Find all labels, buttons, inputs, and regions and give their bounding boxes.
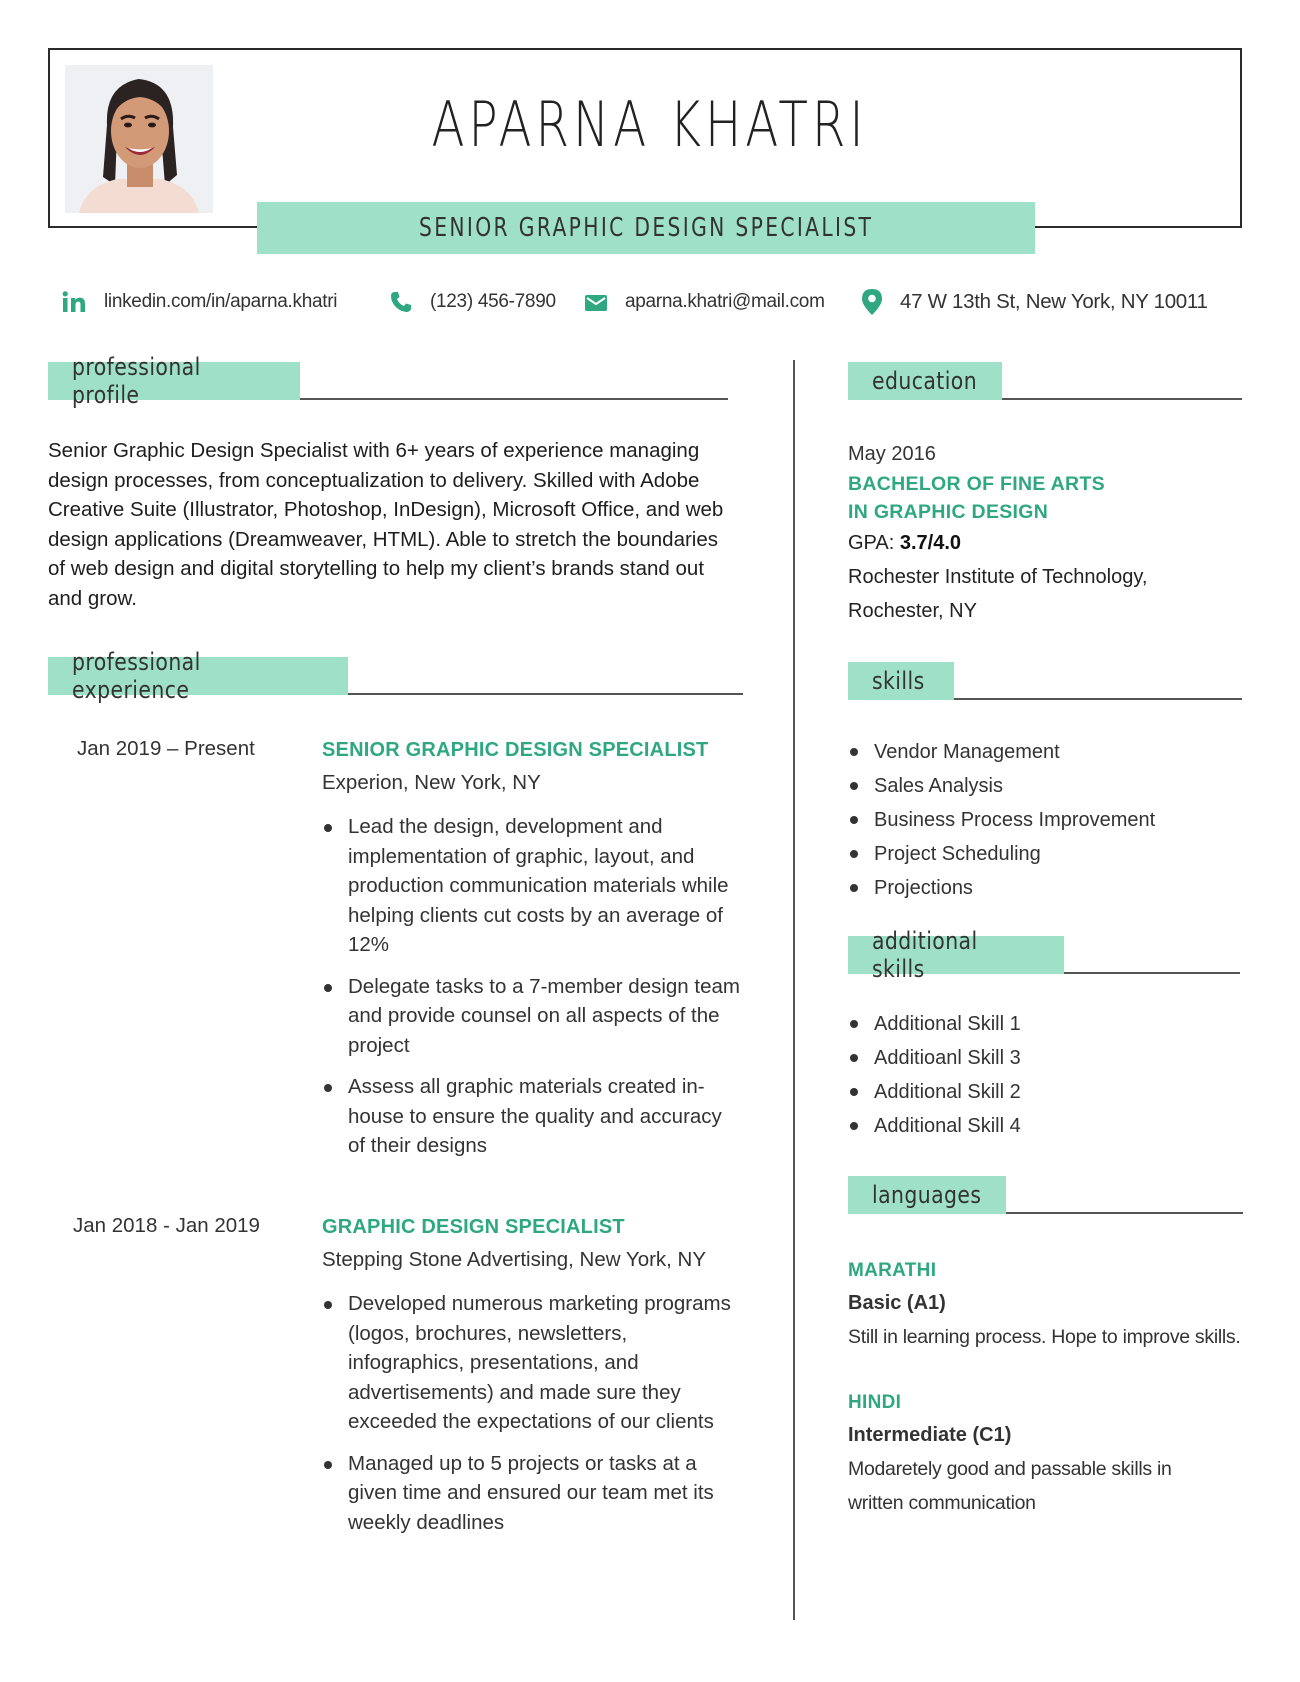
language-entry [848,1256,1248,1354]
language-description: Still in learning process. Hope to improve skills. [848,1326,1241,1348]
phone-number: (123) 456-7890 [430,291,556,312]
contact-bar [0,282,1300,322]
section-header-profile [48,353,728,409]
section-header-additional-skills [848,927,1240,983]
profile-summary: Senior Graphic Design Specialist with 6+ years of experience managing design processes, from conceptualization to delivery. Skilled with Adobe Creative Suite (Illustrator, Photoshop, InDesign), Microsoft Office, and web design applications (Dreamweaver, HTML). Able to stretch the boundaries of web design and digital storytelling to help my client’s brands stand out and grow. [48,439,724,610]
section-title: additional skills [872,927,978,983]
additional-skills-list [848,1007,1248,1143]
envelope-icon [585,293,607,311]
job-role: SENIOR GRAPHIC DESIGN SPECIALIST [322,739,709,761]
job-dates: Jan 2019 – Present [77,737,255,760]
job-bullets [322,1289,742,1537]
section-header-languages [848,1176,1243,1214]
linkedin-url: linkedin.com/in/aparna.khatri [104,291,338,312]
additional-skill-item: Additional Skill 2 [848,1075,1248,1109]
language-entry [848,1388,1248,1520]
section-header-experience [48,648,743,704]
job-title: SENIOR GRAPHIC DESIGN SPECIALIST [418,213,874,243]
section-header-education [848,362,1242,400]
linkedin-icon [62,291,86,313]
education-date: May 2016 [848,443,936,465]
gpa-value: 3.7/4.0 [899,532,962,554]
additional-skill-item: Additional Skill 4 [848,1109,1248,1143]
phone-icon [390,291,412,313]
section-tab [848,662,954,700]
section-title: professional profile [72,353,201,409]
skill-item: Sales Analysis [848,769,1248,803]
section-title: professional experience [72,648,201,704]
section-header-skills [848,662,1242,700]
job-dates: Jan 2018 - Jan 2019 [73,1214,260,1237]
contact-linkedin[interactable] [62,282,337,322]
skills-list [848,735,1248,905]
section-rule [300,398,728,400]
job-bullets [322,812,742,1161]
skill-item: Business Process Improvement [848,803,1248,837]
education-degree [848,470,1248,526]
job-bullet: Developed numerous marketing programs (logos, brochures, newsletters, infographics, presentations, and advertisements) and made sure they exceeded the expectations of our clients [322,1289,742,1437]
education-entry [848,438,1248,628]
contact-phone[interactable] [390,282,556,322]
job-entry [322,736,742,1173]
column-divider [793,360,795,1620]
skill-item: Project Scheduling [848,837,1248,871]
section-rule [954,698,1242,700]
language-name: MARATHI [848,1260,937,1281]
contact-address [862,282,1208,322]
job-bullet: Lead the design, development and implementation of graphic, layout, and production communication materials while helping clients cut costs by an average of 12% [322,812,742,960]
map-pin-icon [862,289,882,315]
language-description: written communication [848,1492,1036,1514]
section-rule [1006,1212,1243,1214]
education-gpa [848,526,1248,560]
education-school: Rochester Institute of Technology, [848,566,1148,588]
job-company: Experion, New York, NY [322,771,541,794]
skill-item: Vendor Management [848,735,1248,769]
section-title: education [872,367,978,395]
education-location: Rochester, NY [848,600,977,622]
section-tab [848,927,1064,983]
section-title: skills [872,667,925,695]
section-tab [848,362,1002,400]
language-description: Modaretely good and passable skills in [848,1458,1172,1480]
candidate-name: APARNA KHATRI [431,88,868,161]
job-bullet: Assess all graphic materials created in-house to ensure the quality and accuracy of their designs [322,1072,742,1161]
job-bullet: Managed up to 5 projects or tasks at a given time and ensured our team met its weekly deadlines [322,1449,742,1538]
street-address: 47 W 13th St, New York, NY 10011 [900,290,1208,313]
job-entry [322,1213,742,1549]
section-rule [1002,398,1242,400]
section-rule [1064,972,1240,974]
contact-email[interactable] [585,282,825,322]
degree-line: IN GRAPHIC DESIGN [848,501,1049,523]
section-title: languages [872,1181,982,1209]
email-address: aparna.khatri@mail.com [625,291,825,312]
additional-skill-item: Additioanl Skill 3 [848,1041,1248,1075]
skill-item: Projections [848,871,1248,905]
section-tab [48,353,300,409]
language-name: HINDI [848,1392,902,1413]
job-bullet: Delegate tasks to a 7-member design team and provide counsel on all aspects of the project [322,972,742,1061]
section-tab [848,1176,1006,1214]
job-company: Stepping Stone Advertising, New York, NY [322,1248,707,1271]
language-level: Basic (A1) [848,1292,946,1314]
additional-skill-item: Additional Skill 1 [848,1007,1248,1041]
job-title-banner [257,202,1035,254]
section-tab [48,648,348,704]
section-rule [348,693,743,695]
gpa-label: GPA: [848,532,900,554]
language-level: Intermediate (C1) [848,1424,1012,1446]
degree-line: BACHELOR OF FINE ARTS [848,473,1105,495]
job-role: GRAPHIC DESIGN SPECIALIST [322,1216,625,1238]
